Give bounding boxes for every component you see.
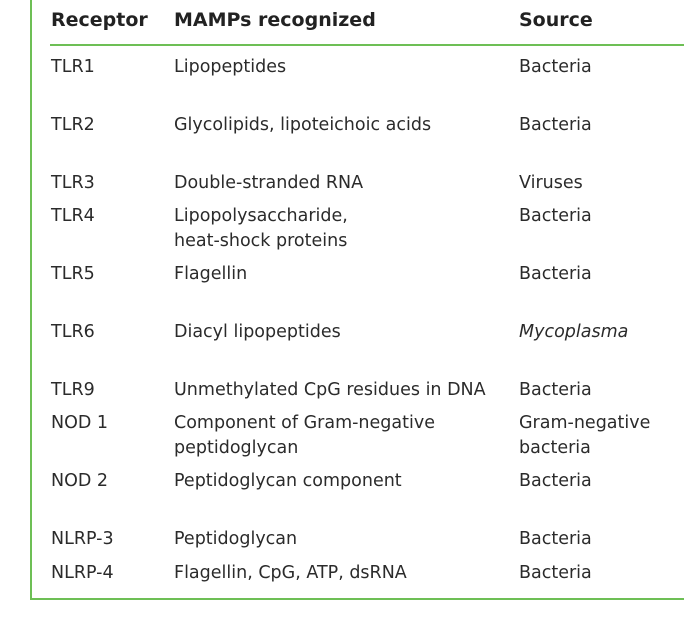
table-row-source: Bacteria bbox=[519, 115, 592, 135]
column-header-receptor: Receptor bbox=[51, 9, 148, 31]
table-row-source: Bacteria bbox=[519, 380, 592, 400]
table-row-mamps: Glycolipids, lipoteichoic acids bbox=[174, 115, 432, 135]
table-row-mamps: Flagellin bbox=[174, 264, 248, 284]
table-row-mamps-cont: heat-shock proteins bbox=[174, 231, 348, 251]
table-row-source-cont: bacteria bbox=[519, 438, 591, 458]
table-row-receptor: NLRP-3 bbox=[51, 529, 114, 549]
table-row-source: Gram-negative bbox=[519, 413, 651, 433]
table-row-source: Bacteria bbox=[519, 471, 592, 491]
header-divider bbox=[50, 44, 684, 46]
table-row-receptor: TLR1 bbox=[51, 57, 95, 77]
column-header-source: Source bbox=[519, 9, 593, 31]
table-row-receptor: TLR3 bbox=[51, 173, 95, 193]
table-row-source: Bacteria bbox=[519, 264, 592, 284]
table-row-receptor: NOD 1 bbox=[51, 413, 109, 433]
table-row-mamps: Peptidoglycan component bbox=[174, 471, 402, 491]
table-row-receptor: NLRP-4 bbox=[51, 563, 114, 583]
table-row-receptor: TLR4 bbox=[51, 206, 95, 226]
table-row-mamps: Double-stranded RNA bbox=[174, 173, 364, 193]
table-row-receptor: TLR9 bbox=[51, 380, 95, 400]
table-row-source: Bacteria bbox=[519, 529, 592, 549]
table-row-mamps: Unmethylated CpG residues in DNA bbox=[174, 380, 486, 400]
table-row-mamps-cont: peptidoglycan bbox=[174, 438, 299, 458]
table-row-source: Bacteria bbox=[519, 563, 592, 583]
table-row-source: Bacteria bbox=[519, 57, 592, 77]
table-row-receptor: TLR6 bbox=[51, 322, 95, 342]
table-row-source: Bacteria bbox=[519, 206, 592, 226]
table-row-receptor: NOD 2 bbox=[51, 471, 109, 491]
column-header-mamps: MAMPs recognized bbox=[174, 9, 376, 31]
table-row-source: Viruses bbox=[519, 173, 583, 193]
table-row-mamps: Component of Gram-negative bbox=[174, 413, 435, 433]
table-row-mamps: Flagellin, CpG, ATP, dsRNA bbox=[174, 563, 407, 583]
table-row-mamps: Peptidoglycan bbox=[174, 529, 298, 549]
table-row-receptor: TLR2 bbox=[51, 115, 95, 135]
table-row-source: Mycoplasma bbox=[519, 322, 629, 342]
table-row-receptor: TLR5 bbox=[51, 264, 95, 284]
table-row-mamps: Diacyl lipopeptides bbox=[174, 322, 341, 342]
table-frame bbox=[30, 0, 684, 600]
table-row-mamps: Lipopolysaccharide, bbox=[174, 206, 348, 226]
table-row-mamps: Lipopeptides bbox=[174, 57, 287, 77]
